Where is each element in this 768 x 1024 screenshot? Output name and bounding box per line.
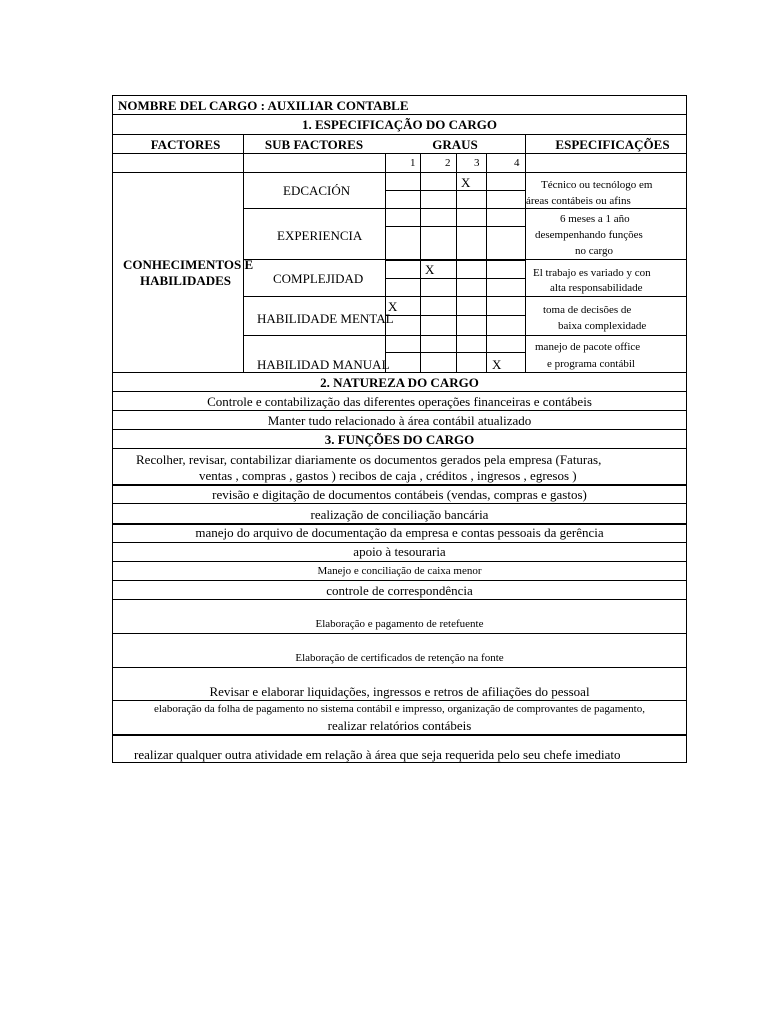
function-item: realização de conciliação bancária (310, 507, 489, 522)
function-item: elaboração da folha de pagamento no sistema contábil e impresso, organização de comprovantes de pagamento, (154, 703, 645, 715)
table-border-top (112, 95, 687, 96)
spec-text: baixa complexidade (558, 320, 647, 332)
row-divider (112, 448, 687, 449)
spec-text: manejo de pacote office (535, 341, 641, 353)
section2-title: 2. NATUREZA DO CARGO (320, 375, 479, 390)
grade-number-4: 4 (514, 157, 520, 169)
row-divider (112, 410, 687, 411)
row-divider (112, 391, 687, 392)
subfactor-name: EXPERIENCIA (277, 228, 363, 243)
function-item: Revisar e elaborar liquidações, ingressos e retros de afiliações do pessoal (209, 684, 590, 699)
subfactor-name: EDCACIÓN (283, 183, 351, 198)
grade-grid-line (385, 226, 525, 227)
col-divider (385, 153, 386, 372)
nature-row: Controle e contabilização das diferentes operações financeiras e contábeis (207, 394, 592, 409)
grade-mark: X (492, 357, 502, 372)
col-divider (456, 153, 457, 372)
spec-text: e programa contábil (547, 358, 635, 370)
subfactor-name: HABILIDADE MENTAL (257, 311, 394, 326)
function-item: revisão e digitação de documentos contábeis (vendas, compras e gastos) (212, 487, 587, 502)
row-divider (112, 667, 687, 668)
spec-text: no cargo (575, 245, 613, 257)
row-divider (112, 700, 687, 701)
row-divider (112, 542, 687, 543)
grade-grid-line (385, 260, 525, 261)
function-item: realizar relatórios contábeis (327, 718, 472, 733)
row-divider (112, 114, 687, 115)
subfactor-divider (243, 335, 687, 336)
row-divider (112, 561, 687, 562)
row-divider (112, 599, 687, 600)
spec-text: El trabajo es variado y con (533, 267, 651, 279)
spec-text: toma de decisões de (543, 304, 632, 316)
row-divider (112, 153, 687, 154)
function-item: realizar qualquer outra atividade em relação à área que seja requerida pelo seu chefe imediato (134, 747, 621, 762)
function-item: manejo do arquivo de documentação da empresa e contas pessoais da gerência (195, 525, 604, 540)
row-divider (112, 429, 687, 430)
row-divider (112, 172, 687, 173)
grade-number-1: 1 (410, 157, 416, 169)
section1-title: 1. ESPECIFICAÇÃO DO CARGO (301, 117, 497, 132)
row-divider (112, 580, 687, 581)
grade-mark: X (388, 299, 398, 314)
subfactor-name: HABILIDAD MANUAL (257, 357, 390, 372)
job-description-table (112, 95, 687, 763)
col-header-graus: GRAUS (432, 137, 478, 152)
function-item: ventas , compras , gastos ) recibos de caja , créditos , ingresos , egresos ) (199, 468, 577, 483)
subfactor-name: COMPLEJIDAD (273, 271, 364, 286)
grade-grid-line (385, 315, 525, 316)
function-item: controle de correspondência (326, 583, 473, 598)
col-divider (486, 153, 487, 372)
col-divider (243, 134, 244, 372)
spec-text: desempenhando funções (535, 229, 643, 241)
spec-text: 6 meses a 1 año (560, 213, 630, 225)
function-item: apoio à tesouraria (353, 544, 446, 559)
table-border-bottom (112, 762, 687, 763)
grade-mark: X (461, 175, 471, 190)
cargo-title: NOMBRE DEL CARGO : AUXILIAR CONTABLE (118, 98, 409, 113)
row-divider (112, 633, 687, 634)
function-item: Elaboração e pagamento de retefuente (315, 618, 484, 630)
grade-mark: X (425, 262, 435, 277)
function-item: Manejo e conciliação de caixa menor (317, 565, 482, 577)
col-divider (525, 134, 526, 372)
grade-number-3: 3 (474, 157, 480, 169)
grade-grid-line (385, 278, 525, 279)
factor-group-line2: HABILIDADES (140, 273, 232, 288)
grade-grid-line (385, 190, 525, 191)
function-item: Elaboração de certificados de retenção na fonte (295, 652, 504, 664)
col-header-especificacoes: ESPECIFICAÇÕES (555, 137, 670, 152)
row-divider (112, 503, 687, 504)
col-header-factores: FACTORES (150, 137, 221, 152)
row-divider (112, 734, 687, 736)
function-item: Recolher, revisar, contabilizar diariamente os documentos gerados pela empresa (Faturas, (136, 452, 602, 467)
spec-text: alta responsabilidade (550, 282, 643, 294)
subfactor-divider (243, 296, 687, 297)
factor-group-line1: CONHECIMENTOS E (123, 257, 254, 272)
row-divider (112, 372, 687, 373)
col-header-sub-factores: SUB FACTORES (264, 137, 364, 152)
spec-text: Técnico ou tecnólogo em (541, 179, 653, 191)
grade-number-2: 2 (445, 157, 451, 169)
row-divider (112, 134, 687, 135)
section3-title: 3. FUNÇÕES DO CARGO (324, 432, 475, 447)
nature-row: Manter tudo relacionado à área contábil atualizado (267, 413, 532, 428)
col-divider (420, 153, 421, 372)
spec-text: áreas contábeis ou afins (526, 195, 631, 207)
row-divider (112, 484, 687, 486)
grade-grid-line (385, 352, 525, 353)
